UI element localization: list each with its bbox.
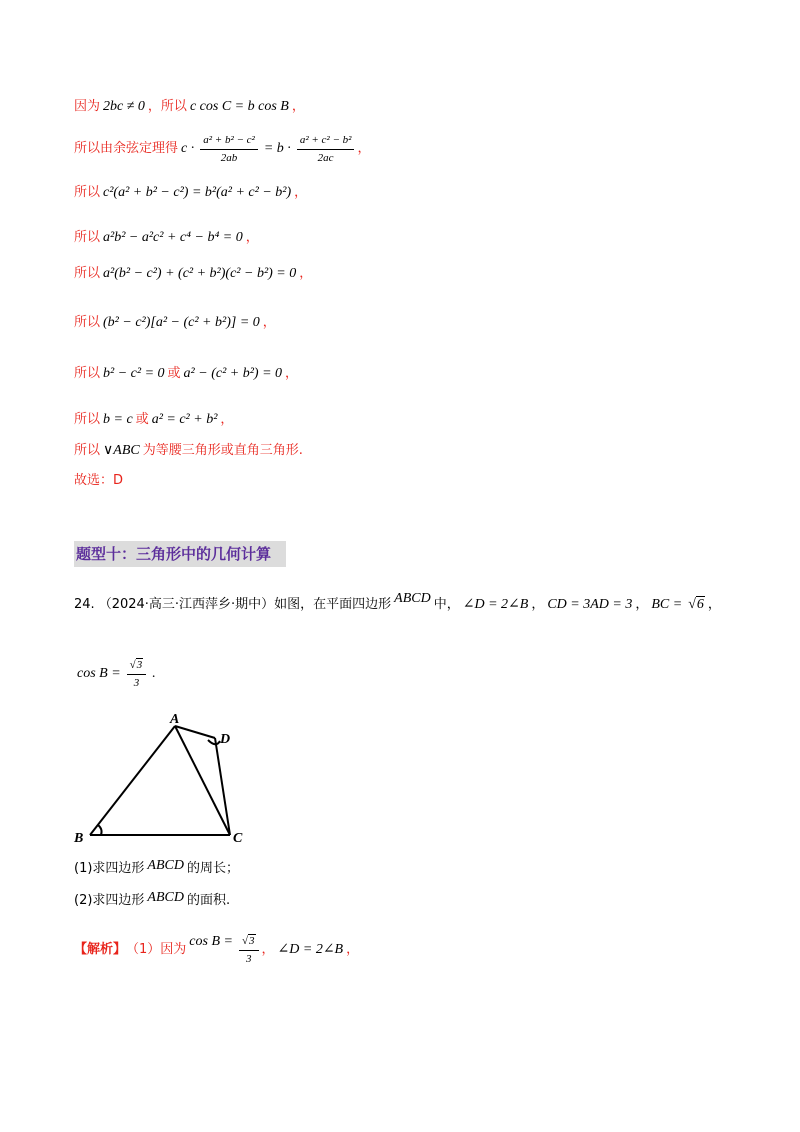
formula: cos B = xyxy=(77,666,121,681)
numerator: √3 xyxy=(239,935,259,951)
text: 的面积. xyxy=(186,893,231,908)
text: ， xyxy=(346,942,360,957)
text: 或 xyxy=(167,366,181,381)
formula: c cos C = b cos B xyxy=(189,99,289,114)
solution-line-5 xyxy=(74,265,312,283)
formula: ABCD xyxy=(394,591,431,606)
fraction xyxy=(297,134,355,165)
formula: = b · xyxy=(263,141,291,156)
section-heading: 题型十：三角形中的几何计算 xyxy=(74,541,286,567)
text: (1)求四边形 xyxy=(74,861,145,876)
text: 所以 xyxy=(74,230,101,245)
problem-statement xyxy=(74,591,721,614)
solution-line-6 xyxy=(74,314,276,332)
text: 所以 xyxy=(74,443,101,458)
denominator: 3 xyxy=(245,952,252,965)
formula: b² − c² = 0 xyxy=(103,366,165,381)
text: ， xyxy=(531,597,545,612)
label-a: A xyxy=(170,712,180,727)
formula: ∨ABC xyxy=(103,443,140,458)
text: ， xyxy=(261,942,275,957)
text: 中， xyxy=(433,597,460,612)
fraction xyxy=(200,134,258,165)
text: 所以 xyxy=(74,315,101,330)
formula: ∠D = 2∠B xyxy=(277,942,344,957)
denominator: 2ab xyxy=(220,151,238,164)
question-2 xyxy=(74,892,230,910)
angle-b-arc xyxy=(98,825,102,835)
text: 所以 xyxy=(74,266,101,281)
solution-answer xyxy=(74,472,123,490)
text: 因为 xyxy=(74,99,101,114)
question-1 xyxy=(74,860,239,878)
quadrilateral-diagram xyxy=(70,708,270,848)
text: (2)求四边形 xyxy=(74,893,145,908)
problem-source: （2024·高三·江西萍乡·期中）如图，在平面四边形 xyxy=(98,597,392,612)
formula: c²(a² + b² − c²) = b²(a² + c² − b²) xyxy=(103,185,292,200)
solution-line-8 xyxy=(74,411,233,429)
formula: b = c xyxy=(103,412,133,427)
formula: a² − (c² + b²) = 0 xyxy=(183,366,283,381)
denominator: 3 xyxy=(133,676,140,689)
text: ， xyxy=(245,230,259,245)
analysis-line xyxy=(74,930,359,970)
text: ， xyxy=(220,412,234,427)
formula: ABCD xyxy=(147,890,184,905)
solution-line-4 xyxy=(74,229,259,247)
solution-line-2 xyxy=(74,132,370,166)
sqrt-radicand: 6 xyxy=(696,597,704,612)
label-c: C xyxy=(233,831,243,846)
formula: BC = xyxy=(651,597,683,612)
formula: c · xyxy=(181,141,195,156)
formula: a² = c² + b² xyxy=(151,412,218,427)
text: （1）因为 xyxy=(126,942,187,957)
text: ， xyxy=(635,597,649,612)
label-b: B xyxy=(74,831,84,846)
fraction xyxy=(127,659,147,690)
formula: a²b² − a²c² + c⁴ − b⁴ = 0 xyxy=(103,230,243,245)
formula: CD = 3AD = 3 xyxy=(547,597,633,612)
formula: ∠D = 2∠B xyxy=(462,597,529,612)
text: 所以 xyxy=(74,185,101,200)
numerator: a² + b² − c² xyxy=(200,134,258,150)
solution-line-1 xyxy=(74,98,305,116)
sqrt-radicand: 3 xyxy=(249,934,255,947)
numerator: a² + c² − b² xyxy=(297,134,355,150)
problem-number: 24. xyxy=(74,597,95,612)
text: ， xyxy=(357,141,371,156)
analysis-tag: 【解析】 xyxy=(74,942,127,957)
text: 的周长； xyxy=(186,861,239,876)
text: ， xyxy=(299,266,313,281)
solution-line-3 xyxy=(74,184,307,202)
text: ， xyxy=(291,99,305,114)
text: ， xyxy=(294,185,308,200)
denominator: 2ac xyxy=(317,151,334,164)
formula: . xyxy=(152,666,156,681)
text: ， xyxy=(262,315,276,330)
text: 为等腰三角形或直角三角形. xyxy=(142,443,303,458)
text: ， xyxy=(285,366,299,381)
formula: ABCD xyxy=(147,858,184,873)
formula: a²(b² − c²) + (c² + b²)(c² − b²) = 0 xyxy=(103,266,297,281)
fraction xyxy=(239,935,259,966)
label-d: D xyxy=(220,732,231,747)
answer-text: 故选：D xyxy=(74,473,124,488)
formula: 2bc ≠ 0 xyxy=(103,99,145,114)
sqrt-radicand: 3 xyxy=(136,658,143,671)
sqrt: √6 xyxy=(688,597,704,612)
text: ， xyxy=(707,597,721,612)
text: 所以 xyxy=(74,366,101,381)
solution-line-7 xyxy=(74,365,298,383)
angle-d-arc xyxy=(208,740,220,744)
text: 所以 xyxy=(74,412,101,427)
formula: cos B = xyxy=(189,934,233,949)
formula: (b² − c²)[a² − (c² + b²)] = 0 xyxy=(103,315,260,330)
edge-ab xyxy=(90,726,175,835)
text: 或 xyxy=(135,412,149,427)
text: ，所以 xyxy=(147,99,187,114)
numerator: √3 xyxy=(127,659,147,675)
problem-cos xyxy=(74,656,159,692)
text: 所以由余弦定理得 xyxy=(74,141,179,156)
solution-line-9 xyxy=(74,442,303,460)
